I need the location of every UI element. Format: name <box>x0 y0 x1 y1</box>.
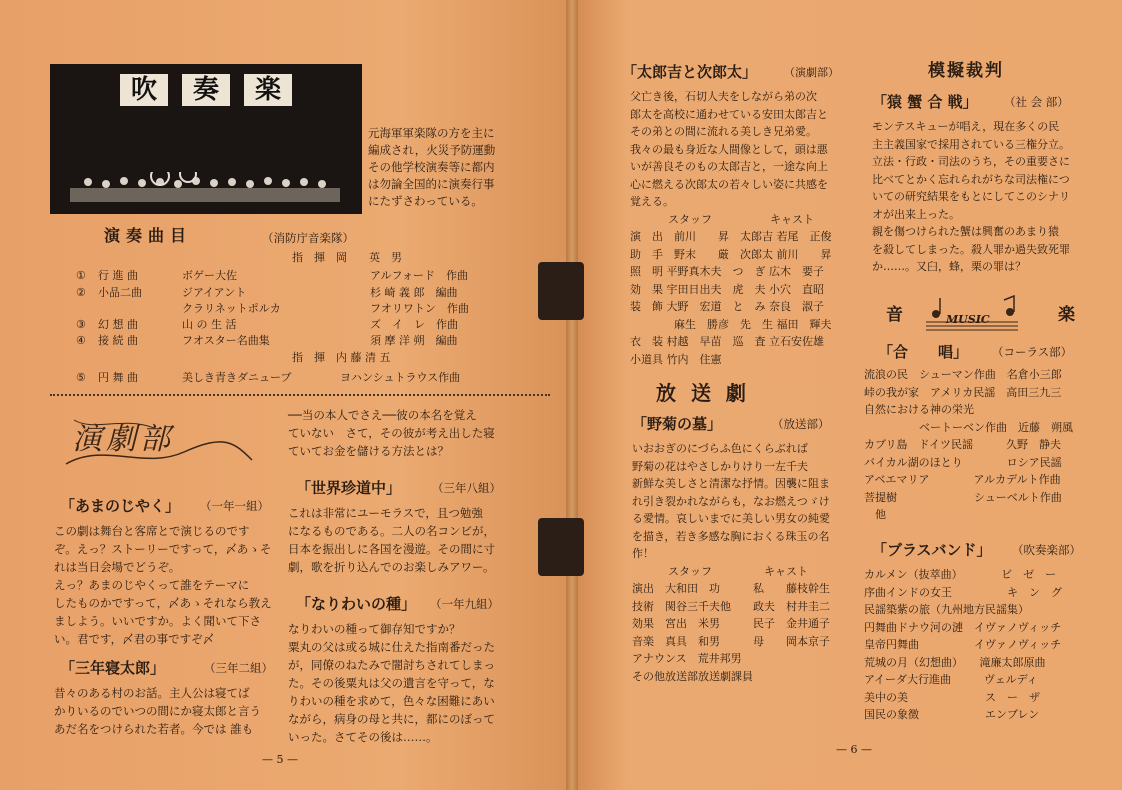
program-composer: 須 摩 洋 朔 編曲 <box>370 334 458 347</box>
program-piece: フオスター名曲集 <box>182 334 270 347</box>
music-logo-text: MUSIC <box>946 313 990 326</box>
brass-list: カルメン（抜萃曲） ビ ゼ ー 序曲インドの女王 キ ン グ 民謡築紫の旅（九州地方民謡集） 円舞曲ドナウ河の漣 イヴァノヴィッチ 皇帝円舞曲 イヴァノヴィッチ 荒城の月（幻想曲） 滝廉太郎原曲 アイーダ大行進曲 ヴェルディ 美中の美 ス ー ザ 国民の象徴 エンブレン <box>864 568 1062 721</box>
program-piece: クラリネットポルカ <box>182 302 281 315</box>
program-composer: ヨハンシュトラウス作曲 <box>340 371 461 384</box>
program-num: ② <box>76 286 86 299</box>
radio-cast-label: キャスト <box>764 565 808 578</box>
radio-title: 「野菊の墓」 <box>632 415 723 433</box>
program-num: ③ <box>76 318 86 331</box>
program-type: 円 舞 曲 <box>98 371 138 384</box>
play5-credits: 演 出 前川 昇 太郎吉 若尾 正俊 助 手 野末 厳 次郎太 前川 昇 照 明 平野真木夫 つ ぎ 広木 要子 効 果 宇田日出夫 虎 夫 小穴 直昭 装 飾 大野 宏道 と み 奈良 淑子 麻生 勝彦 先 生 福田 輝夫 衣 装 村越 早苗 巡 査 立石安佐雄 小道具 竹内 住憲 <box>630 230 832 366</box>
photo-caption: 元海軍軍楽隊の方を主に 編成され，火災予防運動 その他学校演奏等に都内 は勿論全国的に演奏行事 にたずさわっている。 <box>368 126 496 208</box>
play3-title: 「世界珍道中」 <box>296 479 402 497</box>
choir-list: 流浪の民 シューマン作曲 名倉小三郎 峠の我が家 アメリカ民謡 高田三九三 自然における神の栄光 ベートーベン作曲 近藤 朔風 カブリ島 ドイツ民謡 久野 静夫 バイカル湖のほとり ロシア民謡 アベエマリア アルカデルト作曲 菩提樹 シューベルト作曲 他 <box>864 368 1073 521</box>
conductor-1: 指 揮 岡 英 男 <box>292 251 402 264</box>
brass-class: （吹奏楽部） <box>1012 543 1081 557</box>
play2-text: 昔々のある村のお話。主人公は寝てば かりいるのでいつの間にか寝太郎と言う あだ名をつけられた若者。今では 誰も <box>54 686 261 736</box>
band-silhouette <box>70 172 340 202</box>
program-piece: ボゲー大佐 <box>182 269 237 282</box>
staple-bottom <box>538 518 584 576</box>
choir-class: （コーラス部） <box>992 345 1073 359</box>
dotted-divider <box>50 394 550 396</box>
trial-heading: 模擬裁判 <box>928 61 1004 81</box>
program-type: 小品二曲 <box>98 286 142 299</box>
program-num: ⑤ <box>76 371 86 384</box>
program-composer: ズ イ レ 作曲 <box>370 318 458 331</box>
program-type: 幻 想 曲 <box>98 318 138 331</box>
page-number-left: — 5 — <box>262 753 298 766</box>
play2-title: 「三年寝太郎」 <box>60 659 166 677</box>
music-heading-left: 音 <box>886 305 903 325</box>
play4-class: （一年九組） <box>430 597 499 611</box>
program-composer: 杉 崎 義 郎 編曲 <box>370 286 458 299</box>
play5-staff-label: スタッフ <box>668 213 712 226</box>
program-band: （消防庁音楽隊） <box>262 231 354 245</box>
band-photo <box>50 64 362 214</box>
trial-title: 「猿 蟹 合 戦」 <box>872 93 978 111</box>
program-composer: フオリワトン 作曲 <box>370 302 469 315</box>
program-type: 行 進 曲 <box>98 269 138 282</box>
radio-staff-label: スタッフ <box>668 565 712 578</box>
radio-credits: 演出 大和田 功 私 藤枝幹生 技術 関谷三千夫他 政夫 村井圭二 効果 宮出 米男 民子 金井通子 音楽 真具 和男 母 岡本京子 アナウンス 荒井邦男 その他放送部放送劇課員 <box>632 582 830 683</box>
trial-text: モンテスキューが唱え，現在多くの民 主主義国家で採用されている三権分立。 立法・行政・司法のうち，その重要さに 比べてとかく忘れられがちな司法権につ いての研究結果をもとにしてこのシナリ オが出来上った。 親を傷つけられた蟹は興奮のあまり猿 を殺してしまった。殺人罪か過失致死罪 か……。又臼，蜂，栗の罪は？ <box>872 120 1070 273</box>
page-right <box>572 0 1122 790</box>
program-piece: 山 の 生 活 <box>182 318 237 331</box>
page-number-right: — 6 — <box>836 743 872 756</box>
play4-title: 「なりわいの種」 <box>296 595 417 613</box>
play3-class: （三年八組） <box>432 481 501 495</box>
play1-text: この劇は舞台と客席とで演じるのです ぞ。えっ？ストーリーですって，〆あゝそ れは当日会場でどうぞ。 えっ？あまのじやくって誰をテーマに したものかですって，〆あゝそれなら教え ましよう。いいですか。よく聞いて下さ い。君です，〆君の事ですぞ〆 <box>54 524 272 646</box>
conductor-2: 指 揮 内 藤 清 五 <box>292 351 391 364</box>
program-piece: ジアイアント <box>182 286 247 299</box>
play5-cast-label: キャスト <box>770 213 814 226</box>
book-spine <box>566 0 578 790</box>
play5-class: （演劇部） <box>784 66 839 79</box>
drama-logo: 演劇部 <box>72 422 174 457</box>
trial-class: （社 会 部） <box>1004 95 1069 109</box>
choir-title: 「合 唱」 <box>878 343 969 361</box>
radio-heading: 放 送 劇 <box>656 381 750 405</box>
play4-text: なりわいの種って御存知ですか？ 粟丸の父は或る城に仕えた指南番だった が，同僚のねたみで闇討ちされてしまっ た。その後粟丸は父の遺言を守って，な りわいの種を求めて，色々な困難にあい ながら，病身の母と共に，都にのぼって いった。さてその後は……。 <box>288 622 495 744</box>
drama-logo-flourish <box>64 412 254 472</box>
program-title: 演奏曲目 <box>104 226 193 245</box>
col2-intro: ──当の本人でさえ──彼の本名を覚え ていない さて，その彼が考え出した寝 ていてお金を儲ける方法とは？ <box>288 408 495 458</box>
staple-top <box>538 262 584 320</box>
brass-title: 「ブラスバンド」 <box>872 541 992 559</box>
sign-char: 吹 <box>120 74 168 106</box>
program-piece: 美しき青きダニューブ <box>182 371 292 384</box>
play1-class: （一年一組） <box>200 499 269 513</box>
sign-char: 楽 <box>244 74 292 106</box>
play1-title: 「あまのじやく」 <box>60 497 181 515</box>
play2-class: （三年二組） <box>204 661 273 675</box>
sign-char: 奏 <box>182 74 230 106</box>
music-heading-right: 楽 <box>1058 305 1075 325</box>
program-num: ④ <box>76 334 86 347</box>
program-num: ① <box>76 269 86 282</box>
play3-text: これは非常にユーモラスで，且つ勉強 になるものである。二人の名コンビが， 日本を振出しに各国を漫遊。その間に寸 劇，歌を折り込んでのお楽しみアワー。 <box>288 506 495 574</box>
program-composer: アルフォード 作曲 <box>370 269 469 282</box>
radio-text: いおおぎのにづらふ色にくらぶれば 野菊の花はやさしかりけり一左千夫 新鮮な美しさと清潔な抒情。因襲に阻ま れ引き裂かれながらも，なお燃えつゞけ る愛情。哀しいまでに美しい男女の純愛 を描き，若き多感な胸におくる珠玉の名 作！ <box>632 442 830 560</box>
program-type: 接 続 曲 <box>98 334 138 347</box>
play5-title: 「太郎吉と次郎太」 <box>622 63 758 81</box>
radio-class: （放送部） <box>772 417 830 431</box>
play5-text: 父亡き後，石切人夫をしながら弟の次 郎太を高校に通わせている安田太郎吉と その弟との間に流れる美しき兄弟愛。 我々の最も身近な人間像として，頭は悪 いが善良そのもの太郎吉と，一途な向上 心に燃える次郎太の若々しい姿に共感を 覚える。 <box>630 90 828 208</box>
music-logo <box>924 292 1020 336</box>
